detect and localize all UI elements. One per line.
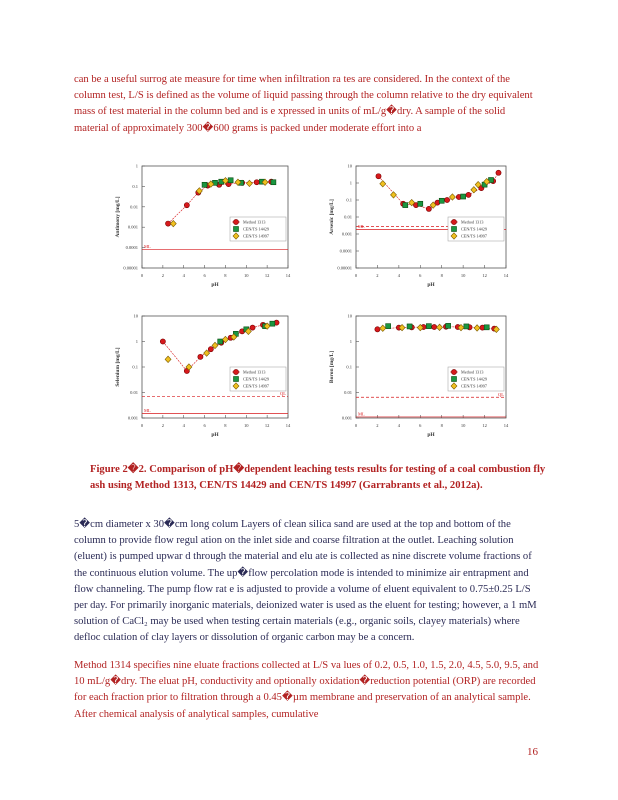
y-tick-label: 0.1	[346, 364, 352, 370]
x-tick-label: 8	[224, 273, 227, 278]
point-cen14429	[270, 321, 275, 326]
point-cen14997	[380, 181, 386, 187]
caption-line-2: ash using Method 1313, CEN/TS 14429 and CEN/TS 14997 (Garrabrants et al., 2012a).	[90, 480, 483, 491]
legend-label: CEN/TS 14429	[243, 376, 269, 382]
point-cen14429	[403, 203, 408, 208]
legend-label: Method 1313	[243, 219, 266, 225]
y-tick-label: 1	[349, 339, 352, 344]
x-tick-label: 6	[419, 423, 422, 428]
point-m1313	[208, 347, 213, 352]
ml-label: ML	[358, 224, 365, 230]
ql-label: QL	[498, 391, 504, 397]
page-number: 16	[527, 746, 538, 758]
y-tick-label: 0.1	[132, 183, 138, 189]
y-tick-label: 1	[135, 339, 138, 344]
legend-label: CEN/TS 14997	[461, 383, 487, 389]
point-cen14429	[271, 180, 276, 185]
x-tick-label: 2	[376, 273, 379, 278]
x-tick-label: 8	[440, 423, 443, 428]
x-tick-label: 12	[482, 273, 487, 278]
legend-label: CEN/TS 14997	[461, 233, 487, 239]
point-cen14429	[202, 182, 207, 187]
x-tick-label: 14	[285, 423, 291, 428]
x-tick-label: 14	[285, 273, 291, 278]
column-paragraph	[74, 517, 542, 647]
y-tick-label: 0.1	[132, 364, 138, 370]
x-tick-label: 10	[244, 423, 249, 428]
x-axis-label: pH	[427, 282, 435, 288]
y-tick-label: 0.00001	[337, 265, 352, 271]
point-m1313	[496, 170, 501, 175]
caption-line-1: Figure 2�2. Comparison of pH�dependent leaching tests results for testing of a coal combustion fly	[90, 464, 546, 475]
x-tick-label: 4	[397, 423, 400, 428]
y-tick-label: 1	[135, 163, 138, 169]
x-tick-label: 2	[161, 423, 164, 428]
legend-marker	[234, 227, 239, 232]
point-cen14429	[484, 325, 489, 330]
point-cen14997	[246, 180, 252, 186]
point-cen14429	[228, 178, 233, 183]
x-tick-label: 10	[460, 273, 466, 278]
x-tick-label: 6	[419, 273, 422, 278]
y-tick-label: 1	[349, 180, 352, 186]
point-cen14429	[446, 323, 451, 328]
point-cen14997	[474, 325, 480, 331]
point-cen14997	[380, 325, 386, 331]
legend-label: CEN/TS 14429	[461, 376, 487, 382]
x-tick-label: 10	[244, 273, 249, 278]
y-tick-label: 0.00001	[123, 265, 138, 271]
point-m1313	[375, 327, 380, 332]
x-axis-label: pH	[427, 432, 435, 438]
point-cen14429	[218, 339, 223, 344]
legend-marker	[233, 369, 238, 374]
point-cen14429	[464, 324, 469, 329]
y-tick-label: 0.001	[127, 224, 138, 230]
ql-label: QL	[280, 390, 286, 396]
legend-label: CEN/TS 14429	[461, 226, 487, 232]
legend-label: CEN/TS 14997	[243, 383, 269, 389]
y-tick-label: 10	[133, 313, 138, 319]
point-m1313	[160, 339, 165, 344]
x-tick-label: 14	[503, 423, 509, 428]
legend-label: Method 1313	[461, 219, 484, 225]
point-cen14997	[471, 187, 477, 193]
y-axis-label: Arsenic [mg/L]	[329, 199, 335, 235]
legend-marker	[452, 377, 457, 382]
series-line-m1313	[163, 323, 277, 371]
x-tick-label: 4	[182, 423, 185, 428]
point-m1313	[250, 325, 255, 330]
chart-arsenic	[322, 158, 518, 298]
chart-selenium	[108, 308, 300, 448]
y-tick-label: 0.001	[127, 415, 138, 421]
x-tick-label: 14	[503, 273, 509, 278]
point-cen14429	[418, 201, 423, 206]
legend-marker	[233, 219, 238, 224]
x-tick-label: 8	[224, 423, 227, 428]
x-tick-label: 6	[203, 423, 206, 428]
y-tick-label: 0.0001	[125, 245, 138, 251]
legend-label: Method 1313	[461, 369, 484, 375]
x-tick-label: 0	[140, 273, 144, 278]
point-m1313	[466, 192, 471, 197]
legend-label: CEN/TS 14429	[243, 226, 269, 232]
method-1314-text: Method 1314 specifies nine eluate fractions collected at L/S va lues of 0.2, 0.5, 1.0, 1.5, 2.0, 4.5, 5.0, 9.5, and 10 mL/g�dry. The eluat pH, conductivity and optionally oxidation�reduction potential (ORP) are recorded for each fraction prior to filtration through a 0.45�µm membrane and preservation of an analytical sample. After chemical analysis of analytical samples, cumulative	[74, 660, 539, 720]
x-tick-label: 0	[354, 423, 358, 428]
legend-label: Method 1313	[243, 369, 266, 375]
point-m1313	[376, 174, 381, 179]
x-tick-label: 4	[397, 273, 400, 278]
intro-paragraph	[74, 72, 542, 137]
y-tick-label: 0.0001	[339, 248, 352, 254]
y-tick-label: 0.01	[130, 390, 138, 395]
method-1314-paragraph	[74, 658, 542, 723]
x-tick-label: 12	[264, 423, 270, 428]
legend-marker	[234, 377, 239, 382]
ml-label: ML	[358, 411, 365, 417]
x-tick-label: 12	[482, 423, 487, 428]
point-m1313	[426, 206, 431, 211]
x-tick-label: 8	[440, 273, 443, 278]
point-cen14429	[426, 324, 431, 329]
y-tick-label: 0.1	[346, 197, 352, 203]
point-cen14997	[165, 356, 171, 362]
y-axis-label: Selenium [mg/L]	[115, 347, 121, 387]
point-m1313	[254, 180, 259, 185]
x-axis-label: pH	[211, 282, 219, 288]
x-tick-label: 0	[140, 423, 144, 428]
point-m1313	[184, 203, 189, 208]
y-axis-label: Boron [mg/L]	[329, 350, 335, 384]
x-tick-label: 12	[264, 273, 270, 278]
x-axis-label: pH	[211, 432, 219, 438]
ml-label: ML	[144, 408, 151, 414]
y-tick-label: 0.01	[344, 390, 352, 395]
point-m1313	[198, 354, 203, 359]
point-m1313	[432, 324, 437, 329]
chart-antimony	[108, 158, 300, 298]
point-cen14429	[407, 324, 412, 329]
legend-label: CEN/TS 14997	[243, 233, 269, 239]
point-cen14429	[386, 324, 391, 329]
x-tick-label: 2	[161, 273, 164, 278]
point-cen14997	[170, 220, 176, 226]
point-cen14997	[437, 324, 443, 330]
point-cen14429	[461, 194, 466, 199]
y-tick-label: 0.01	[344, 214, 352, 220]
x-tick-label: 4	[182, 273, 185, 278]
point-m1313	[444, 197, 449, 202]
x-tick-label: 6	[203, 273, 206, 278]
ml-label: ML	[144, 244, 151, 250]
y-tick-label: 10	[347, 313, 352, 319]
chart-boron	[322, 308, 518, 448]
y-tick-label: 0.001	[341, 231, 352, 237]
y-tick-label: 0.01	[130, 204, 138, 210]
point-cen14429	[439, 198, 444, 203]
legend-marker	[451, 369, 456, 374]
y-tick-label: 0.001	[341, 415, 352, 421]
legend-marker	[452, 227, 457, 232]
y-axis-label: Antimony [mg/L]	[115, 196, 121, 238]
y-tick-label: 10	[347, 163, 352, 169]
figure-caption	[90, 462, 560, 494]
point-cen14997	[391, 192, 397, 198]
x-tick-label: 0	[354, 273, 358, 278]
intro-text: can be a useful surrog ate measure for time when infiltration ra tes are considered. In the context of the column test, L/S is defined as the volume of liquid passing through the column relative to the dry equivalent mass of test material in the column bed and is e xpressed in units of mL/g�dry. A sample of the solid material of approximately 300�600 grams is packed under moderate effort into a	[74, 74, 533, 134]
column-text: 5�cm diameter x 30�cm long colum Layers of clean silica sand are used at the top and bottom of the column to provide flow regul ation on the inlet side and coarse filtration at the outlet. Leaching solution (eluent) is pumped upwar d through the material and elu ate is collected as nine discrete volume fractions of the continuous elution volume. The up�flow percolation mode is intended to minimize air entrapment and flow channeling. The pump flow rat e is adjusted to provide a volume of eluent equivalent to 0.75±0.25 L/S per day. For primarily inorganic materials, deionized water is used as the eluent for testing; however, a 1 mM solution of CaCl₂ may be used when testing certain materials (e.g., organic soils, clayey materials) where defloc culation of clay layers or dissolution of organic carbon may be a concern.	[74, 519, 537, 644]
x-tick-label: 10	[460, 423, 466, 428]
legend-marker	[451, 219, 456, 224]
x-tick-label: 2	[376, 423, 379, 428]
